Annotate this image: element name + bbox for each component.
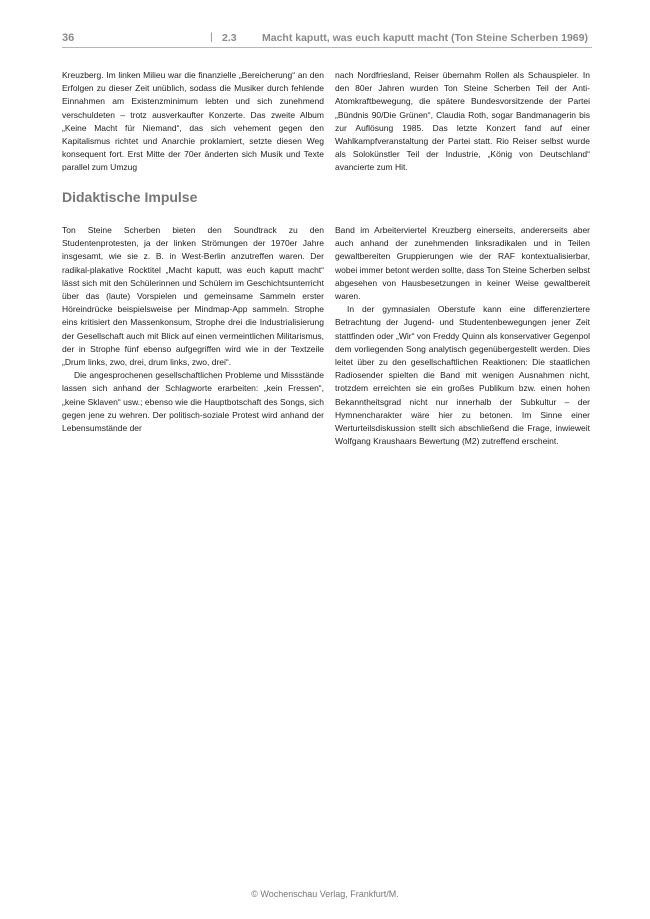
body-paragraph: Die angesprochenen gesellschaftlichen Probleme und Missstände lassen sich anhand der Schlagworte erarbeiten: „kein Fressen“, „keine Sklaven“ usw.; ebenso wie die Hauptbotschaft des Songs, sich gegen jene zu wehren. Der politisch-soziale Protest wird anhand der Lebensumstände der (62, 370, 324, 434)
chapter-title: Macht kaputt, was euch kaputt macht (Ton Steine Scherben 1969) (262, 32, 588, 44)
body-paragraph: Band im Arbeiterviertel Kreuzberg einerseits, andererseits aber auch anhand der zunehmenden linksradikalen und in Teilen gewaltbereiten Gruppierungen wie der RAF kontextualisierbar, wobei immer betont werden sollte, dass Ton Steine Scherben selbst abgesehen von Hausbesetzungen in keiner Weise gewaltbereit waren. (335, 225, 590, 302)
section-right-column (335, 224, 590, 448)
header-separator: | (210, 31, 213, 43)
running-header (62, 30, 590, 48)
page-number: 36 (62, 32, 75, 44)
header-rule (62, 47, 592, 48)
body-paragraph: Kreuzberg. Im linken Milieu war die finanzielle „Bereicherung“ an den Erfolgen zu dieser Zeit unüblich, sodass die Musiker durch fehlende Einnahmen am Existenzminimum lebten und sich zunehmend verschuldeten – trotz ausverkaufter Konzerte. Das zweite Album „Keine Macht für Niemand“, das sich vehement gegen den Kapitalismus richtet und Anarchie proklamiert, setzte diesen Weg konsequent fort. Erst Mitte der 70er änderten sich Musik und Texte parallel zum Umzug (62, 70, 324, 173)
chapter-number: 2.3 (222, 32, 237, 44)
section-left-column (62, 224, 324, 435)
top-left-column (62, 69, 324, 175)
body-paragraph: Ton Steine Scherben bieten den Soundtrack zu den Studentenprotesten, ja der linken Strömungen der 1970er Jahre insgesamt, wie sie z. B. in West-Berlin anzutreffen waren. Der radikal-plakative Rocktitel „Macht kaputt, was euch kaputt macht“ lässt sich mit den Schülerinnen und Schülern im Geschichtsunterricht über das (laute) Vorspielen und gemeinsame Sammeln erster Höreindrücke beispielsweise per Mindmap-App sammeln. Strophe eins kritisiert den Massenkonsum, Strophe drei die Industrialisierung der Gesellschaft auch mit Blick auf einen vermeintlichen Militarismus, der in Strophe fünf ebenso aufgegriffen wird wie in der Textzeile „Drum links, zwo, drei, drum links, zwo, drei“. (62, 225, 324, 368)
top-right-column (335, 69, 590, 175)
body-paragraph: In der gymnasialen Oberstufe kann eine differenziertere Betrachtung der Jugend- und Studentenbewegungen jener Zeit stattfinden oder „Wir“ von Freddy Quinn als konservativer Gegenpol dem vorliegenden Song analytisch gegenübergestellt werden. Dies leitet über zu den gesellschaftlichen Reaktionen: Die staatlichen Radiosender spielten die Band mit wenigen Ausnahmen nicht, trotzdem erreichten sie ein großes Publikum bzw. einen hohen Bekanntheitsgrad nicht nur innerhalb der Subkultur – der Hymnencharakter wäre hier zu betonen. Im Sinne einer Werturteilsdiskussion stellt sich abschließend die Frage, inwieweit Wolfgang Kraushaars Bewertung (M2) zutreffend erscheint. (335, 304, 590, 447)
footer-copyright: © Wochenschau Verlag, Frankfurt/M. (251, 889, 399, 899)
section-heading: Didaktische Impulse (62, 189, 198, 205)
body-paragraph: nach Nordfriesland, Reiser übernahm Rollen als Schauspieler. In den 80er Jahren wurden Ton Steine Scherben Teil der Anti-Atomkraftbewegung, die spätere Bundesvorsitzende der Partei „Bündnis 90/Die Grünen“, Claudia Roth, sogar Bandmanagerin bis zur Auflösung 1985. Das letzte Konzert fand auf einer Wahlkampfveranstaltung der Partei statt. Rio Reiser selbst wurde als Solokünstler Teil der Industrie, „König von Deutschland“ avancierte zum Hit. (335, 70, 590, 173)
